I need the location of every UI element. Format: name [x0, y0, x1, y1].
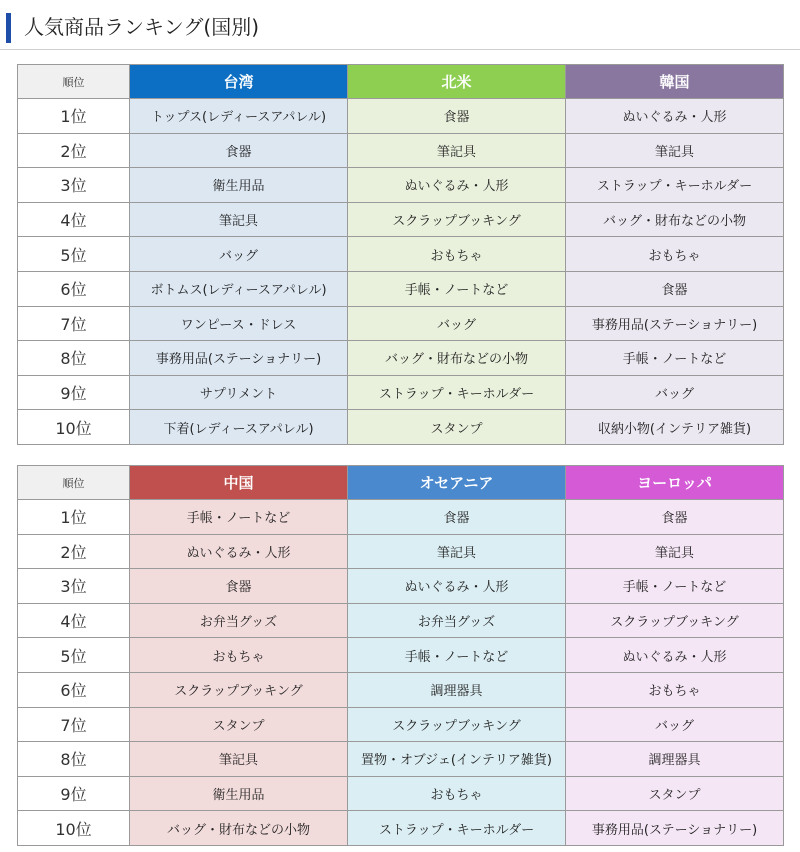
table-row	[18, 410, 784, 445]
product-cell-oceania: 置物・オブジェ(インテリア雑貨)	[348, 742, 566, 777]
rank-label: 9位	[18, 375, 130, 410]
product-cell-oceania: 手帳・ノートなど	[348, 638, 566, 673]
table-row	[18, 168, 784, 203]
table-header-row	[18, 65, 784, 99]
region-header-korea: 韓国	[566, 65, 784, 99]
rank-column-header: 順位	[18, 466, 130, 500]
region-header-north-america: 北米	[348, 65, 566, 99]
product-cell-north-america: 筆記具	[348, 133, 566, 168]
product-cell-north-america: ぬいぐるみ・人形	[348, 168, 566, 203]
product-cell-china: 食器	[130, 569, 348, 604]
table-row	[18, 237, 784, 272]
page-header	[0, 0, 800, 50]
product-cell-north-america: スタンプ	[348, 410, 566, 445]
product-cell-europe: スクラップブッキング	[566, 603, 784, 638]
region-header-oceania: オセアニア	[348, 466, 566, 500]
product-cell-oceania: お弁当グッズ	[348, 603, 566, 638]
product-cell-taiwan: 食器	[130, 133, 348, 168]
product-cell-korea: 収納小物(インテリア雑貨)	[566, 410, 784, 445]
product-cell-europe: 事務用品(ステーショナリー)	[566, 811, 784, 846]
rank-label: 1位	[18, 500, 130, 535]
rank-label: 4位	[18, 603, 130, 638]
table-row	[18, 569, 784, 604]
product-cell-europe: バッグ	[566, 707, 784, 742]
product-cell-taiwan: 衛生用品	[130, 168, 348, 203]
table-row	[18, 306, 784, 341]
table-row	[18, 341, 784, 376]
product-cell-oceania: おもちゃ	[348, 776, 566, 811]
table-row	[18, 672, 784, 707]
product-cell-europe: 筆記具	[566, 534, 784, 569]
product-cell-europe: ぬいぐるみ・人形	[566, 638, 784, 673]
product-cell-europe: 調理器具	[566, 742, 784, 777]
product-cell-taiwan: バッグ	[130, 237, 348, 272]
product-cell-korea: 筆記具	[566, 133, 784, 168]
rank-label: 8位	[18, 742, 130, 777]
table-row	[18, 271, 784, 306]
table-row	[18, 776, 784, 811]
product-cell-europe: 手帳・ノートなど	[566, 569, 784, 604]
product-cell-europe: スタンプ	[566, 776, 784, 811]
product-cell-taiwan: ボトムス(レディースアパレル)	[130, 271, 348, 306]
product-cell-korea: 手帳・ノートなど	[566, 341, 784, 376]
product-cell-korea: おもちゃ	[566, 237, 784, 272]
product-cell-korea: ぬいぐるみ・人形	[566, 99, 784, 134]
rank-label: 3位	[18, 168, 130, 203]
table-row	[18, 202, 784, 237]
product-cell-europe: おもちゃ	[566, 672, 784, 707]
rank-label: 7位	[18, 306, 130, 341]
heading-accent-bar	[6, 13, 11, 43]
product-cell-china: スクラップブッキング	[130, 672, 348, 707]
rank-label: 6位	[18, 271, 130, 306]
rank-label: 2位	[18, 534, 130, 569]
product-cell-china: お弁当グッズ	[130, 603, 348, 638]
product-cell-china: スタンプ	[130, 707, 348, 742]
rank-label: 3位	[18, 569, 130, 604]
table-row	[18, 638, 784, 673]
rank-label: 8位	[18, 341, 130, 376]
page-title: 人気商品ランキング(国別)	[24, 15, 260, 39]
product-cell-oceania: ぬいぐるみ・人形	[348, 569, 566, 604]
product-cell-china: おもちゃ	[130, 638, 348, 673]
table-row	[18, 534, 784, 569]
product-cell-china: バッグ・財布などの小物	[130, 811, 348, 846]
table-row	[18, 811, 784, 846]
table-row	[18, 500, 784, 535]
product-cell-europe: 食器	[566, 500, 784, 535]
table-row	[18, 707, 784, 742]
table-row	[18, 133, 784, 168]
product-cell-north-america: 手帳・ノートなど	[348, 271, 566, 306]
table-row	[18, 742, 784, 777]
rank-label: 2位	[18, 133, 130, 168]
ranking-table-top	[17, 64, 784, 445]
product-cell-north-america: おもちゃ	[348, 237, 566, 272]
product-cell-north-america: バッグ	[348, 306, 566, 341]
table-header-row	[18, 466, 784, 500]
product-cell-korea: バッグ	[566, 375, 784, 410]
table-row	[18, 375, 784, 410]
rank-label: 5位	[18, 237, 130, 272]
product-cell-china: ぬいぐるみ・人形	[130, 534, 348, 569]
product-cell-north-america: バッグ・財布などの小物	[348, 341, 566, 376]
product-cell-oceania: 調理器具	[348, 672, 566, 707]
rank-label: 7位	[18, 707, 130, 742]
product-cell-taiwan: トップス(レディースアパレル)	[130, 99, 348, 134]
region-header-china: 中国	[130, 466, 348, 500]
product-cell-taiwan: 筆記具	[130, 202, 348, 237]
region-header-taiwan: 台湾	[130, 65, 348, 99]
product-cell-oceania: ストラップ・キーホルダー	[348, 811, 566, 846]
product-cell-north-america: ストラップ・キーホルダー	[348, 375, 566, 410]
rank-label: 1位	[18, 99, 130, 134]
product-cell-taiwan: サプリメント	[130, 375, 348, 410]
product-cell-north-america: スクラップブッキング	[348, 202, 566, 237]
product-cell-china: 手帳・ノートなど	[130, 500, 348, 535]
rank-column-header: 順位	[18, 65, 130, 99]
rank-label: 10位	[18, 811, 130, 846]
product-cell-oceania: 食器	[348, 500, 566, 535]
product-cell-taiwan: 下着(レディースアパレル)	[130, 410, 348, 445]
table-row	[18, 99, 784, 134]
product-cell-taiwan: ワンピース・ドレス	[130, 306, 348, 341]
product-cell-taiwan: 事務用品(ステーショナリー)	[130, 341, 348, 376]
product-cell-north-america: 食器	[348, 99, 566, 134]
product-cell-korea: 事務用品(ステーショナリー)	[566, 306, 784, 341]
product-cell-oceania: 筆記具	[348, 534, 566, 569]
rank-label: 6位	[18, 672, 130, 707]
rank-label: 10位	[18, 410, 130, 445]
product-cell-korea: 食器	[566, 271, 784, 306]
product-cell-china: 筆記具	[130, 742, 348, 777]
rank-label: 9位	[18, 776, 130, 811]
region-header-europe: ヨーロッパ	[566, 466, 784, 500]
product-cell-korea: バッグ・財布などの小物	[566, 202, 784, 237]
product-cell-oceania: スクラップブッキング	[348, 707, 566, 742]
table-row	[18, 603, 784, 638]
rank-label: 4位	[18, 202, 130, 237]
ranking-table-bottom	[17, 465, 784, 846]
product-cell-china: 衛生用品	[130, 776, 348, 811]
rank-label: 5位	[18, 638, 130, 673]
product-cell-korea: ストラップ・キーホルダー	[566, 168, 784, 203]
